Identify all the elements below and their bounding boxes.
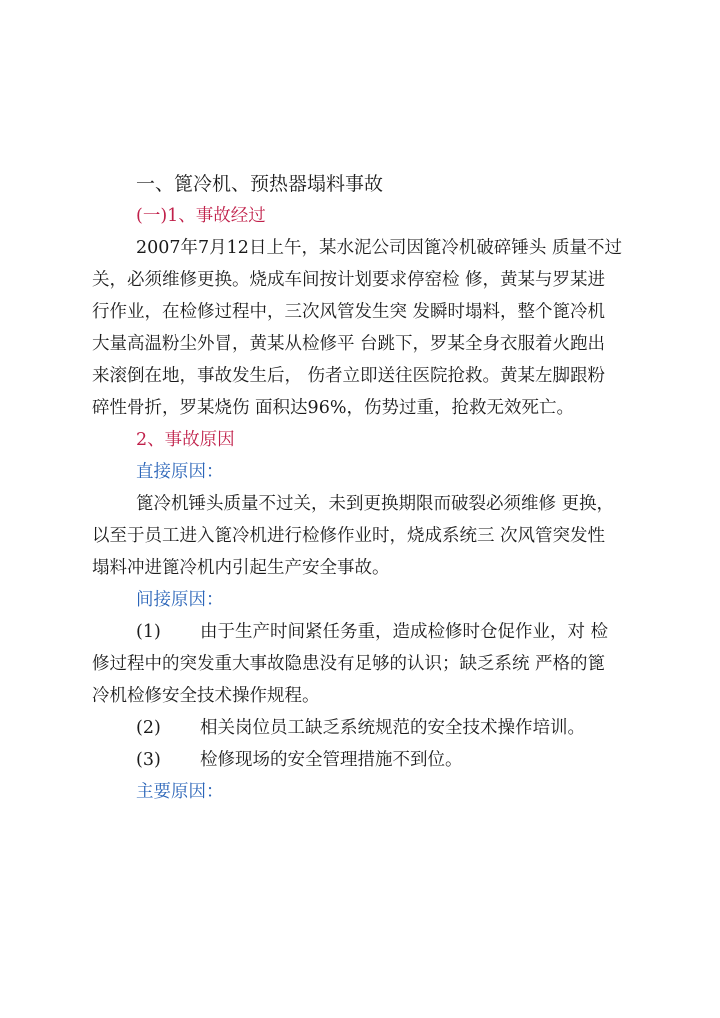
subheading-indirect-cause: 间接原因： (136, 590, 224, 610)
list-item-text: 相关岗位员工缺乏系统规范的安全技术操作培训。 (200, 718, 585, 738)
section-heading-incident: (一)1、事故经过 (136, 206, 266, 226)
paragraph-line: 来滚倒在地，事故发生后， 伤者立即送往医院抢救。黄某左脚跟粉 (92, 366, 606, 386)
paragraph-line: 行作业，在检修过程中，三次风管发生突 发瞬时塌料，整个篦冷机 (92, 302, 606, 322)
paragraph-line: 大量高温粉尘外冒，黄某从检修平 台跳下，罗某全身衣服着火跑出 (92, 334, 606, 354)
subheading-main-cause: 主要原因： (136, 782, 224, 802)
paragraph-line: 塌料冲进篦冷机内引起生产安全事故。 (92, 558, 390, 578)
list-item-number: (1) (136, 622, 161, 642)
subheading-direct-cause: 直接原因： (136, 462, 224, 482)
paragraph-line: 篦冷机锤头质量不过关，未到更换期限而破裂必须维修 更换， (136, 494, 615, 514)
list-item-text: 检修现场的安全管理措施不到位。 (200, 750, 463, 770)
list-item-text: 冷机检修安全技术操作规程。 (92, 686, 320, 706)
paragraph-line: 2007年7月12日上午，某水泥公司因篦冷机破碎锤头 质量不过 (136, 238, 622, 258)
list-item-text: 修过程中的突发重大事故隐患没有足够的认识；缺乏系统 严格的篦 (92, 654, 606, 674)
paragraph-line: 以至于员工进入篦冷机进行检修作业时，烧成系统三 次风管突发性 (92, 526, 606, 546)
paragraph-line: 关，必须维修更换。烧成车间按计划要求停窑检 修，黄某与罗某进 (92, 270, 606, 290)
paragraph-line: 碎性骨折，罗某烧伤 面积达96%，伤势过重，抢救无效死亡。 (92, 398, 574, 418)
list-item-number: (3) (136, 750, 161, 770)
section-heading-causes: 2、事故原因 (136, 430, 235, 450)
list-item-text: 由于生产时间紧任务重，造成检修时仓促作业，对 检 (200, 622, 609, 642)
document-title: 一、篦冷机、预热器塌料事故 (136, 173, 384, 195)
list-item-number: (2) (136, 718, 161, 738)
